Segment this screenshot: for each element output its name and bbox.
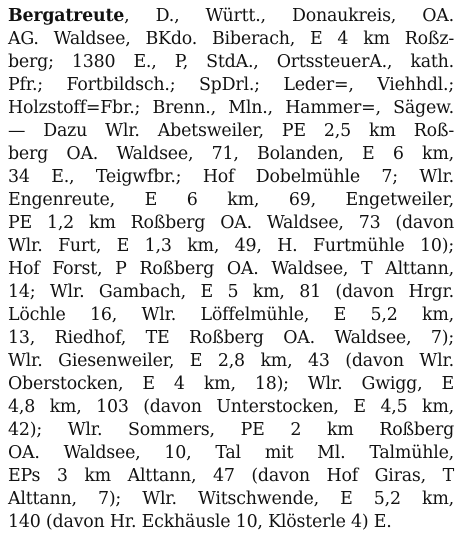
entry-line-5: Holzstoff=Fbr.; Brenn., Mln., Hammer=, Sägew. xyxy=(8,98,454,118)
entry-line-6: — Dazu Wlr. Abetsweiler, PE 2,5 km Roß- xyxy=(8,121,454,141)
entry-line-18: 4,8 km, 103 (davon Unterstocken, E 4,5 km, xyxy=(8,397,454,417)
entry-line-3: berg; 1380 E., P, StdA., OrtssteuerA., kath. xyxy=(8,52,454,72)
entry-line-1-text: , D., Württ., Donaukreis, OA. xyxy=(124,6,454,26)
entry-line-4: Pfr.; Fortbildsch.; SpDrl.; Leder=, Viehhdl.; xyxy=(8,75,454,95)
entry-line-19: 42); Wlr. Sommers, PE 2 km Roßberg xyxy=(8,420,454,440)
entry-line-21: EPs 3 km Alttann, 47 (davon Hof Giras, T xyxy=(8,466,454,486)
entry-line-8: 34 E., Teigwfbr.; Hof Dobelmühle 7; Wlr. xyxy=(8,167,454,187)
entry-line-20: OA. Waldsee, 10, Tal mit Ml. Talmühle, xyxy=(8,443,454,463)
gazetteer-entry xyxy=(8,4,454,533)
entry-line-7: berg OA. Waldsee, 71, Bolanden, E 6 km, xyxy=(8,144,454,164)
entry-heading: Bergatreute xyxy=(8,6,125,26)
entry-line-2: AG. Waldsee, BKdo. Biberach, E 4 km Roßz- xyxy=(8,29,454,49)
entry-line-10: PE 1,2 km Roßberg OA. Waldsee, 73 (davon xyxy=(8,213,454,233)
entry-line-14: Löchle 16, Wlr. Löffelmühle, E 5,2 km, xyxy=(8,305,454,325)
entry-line-23: 140 (davon Hr. Eckhäusle 10, Klösterle 4) E. xyxy=(8,512,392,532)
entry-line-1 xyxy=(8,4,454,29)
entry-line-17: Oberstocken, E 4 km, 18); Wlr. Gwigg, E xyxy=(8,374,454,394)
entry-line-15: 13, Riedhof, TE Roßberg OA. Waldsee, 7); xyxy=(8,328,454,348)
entry-line-22: Alttann, 7); Wlr. Witschwende, E 5,2 km, xyxy=(8,489,454,509)
entry-line-11: Wlr. Furt, E 1,3 km, 49, H. Furtmühle 10); xyxy=(8,236,454,256)
entry-line-12: Hof Forst, P Roßberg OA. Waldsee, T Alttann, xyxy=(8,259,454,279)
entry-line-9: Engenreute, E 6 km, 69, Engetweiler, xyxy=(8,190,454,210)
entry-line-16: Wlr. Giesenweiler, E 2,8 km, 43 (davon Wlr. xyxy=(8,351,454,371)
entry-line-13: 14; Wlr. Gambach, E 5 km, 81 (davon Hrgr. xyxy=(8,282,454,302)
